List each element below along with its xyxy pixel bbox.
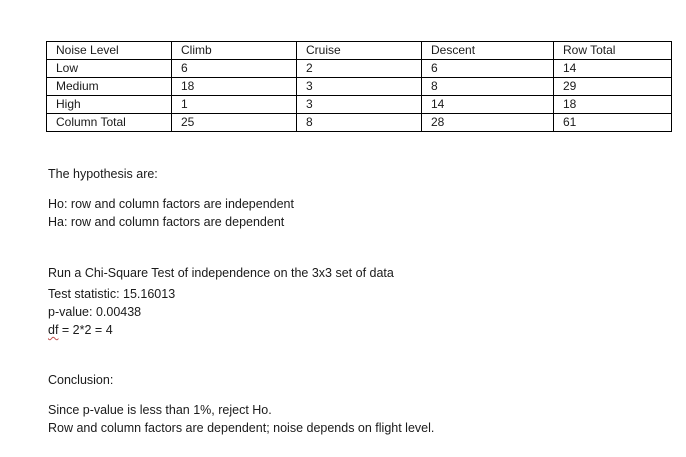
table-cell: 3 [297,96,422,114]
conclusion-line-2: Row and column factors are dependent; noise depends on flight level. [48,421,435,435]
table-cell: 6 [422,60,554,78]
table-cell: 8 [297,114,422,132]
table-cell: Low [47,60,172,78]
conclusion-line-1: Since p-value is less than 1%, reject Ho. [48,403,272,417]
null-hypothesis: Ho: row and column factors are independent [48,197,294,211]
df-word-spellcheck: df [48,323,59,337]
conclusion-label: Conclusion: [48,373,114,387]
header-descent: Descent [422,42,554,60]
degrees-of-freedom [48,321,113,339]
test-statistic: Test statistic: 15.16013 [48,287,176,301]
table-cell: 6 [172,60,297,78]
header-climb: Climb [172,42,297,60]
header-cruise: Cruise [297,42,422,60]
table-cell: 3 [297,78,422,96]
df-formula: = 2*2 = 4 [58,323,113,337]
table-cell: 28 [422,114,554,132]
table-cell: 14 [554,60,672,78]
table-row [47,114,672,132]
table-cell: 18 [172,78,297,96]
table-cell: 2 [297,60,422,78]
table-cell: Medium [47,78,172,96]
table-cell: 1 [172,96,297,114]
alternative-hypothesis: Ha: row and column factors are dependent [48,215,285,229]
contingency-table [46,41,672,132]
header-noise-level: Noise Level [47,42,172,60]
header-row-total: Row Total [554,42,672,60]
p-value: p-value: 0.00438 [48,305,142,319]
table-row [47,60,672,78]
table-cell: 61 [554,114,672,132]
test-intro: Run a Chi-Square Test of independence on the 3x3 set of data [48,266,394,280]
table-cell: High [47,96,172,114]
table-header-row [47,42,672,60]
table-row [47,96,672,114]
table-cell: 29 [554,78,672,96]
table-cell: 18 [554,96,672,114]
table-cell: 8 [422,78,554,96]
table-row [47,78,672,96]
table-cell: Column Total [47,114,172,132]
hypothesis-intro: The hypothesis are: [48,167,158,181]
table-cell: 25 [172,114,297,132]
table-cell: 14 [422,96,554,114]
